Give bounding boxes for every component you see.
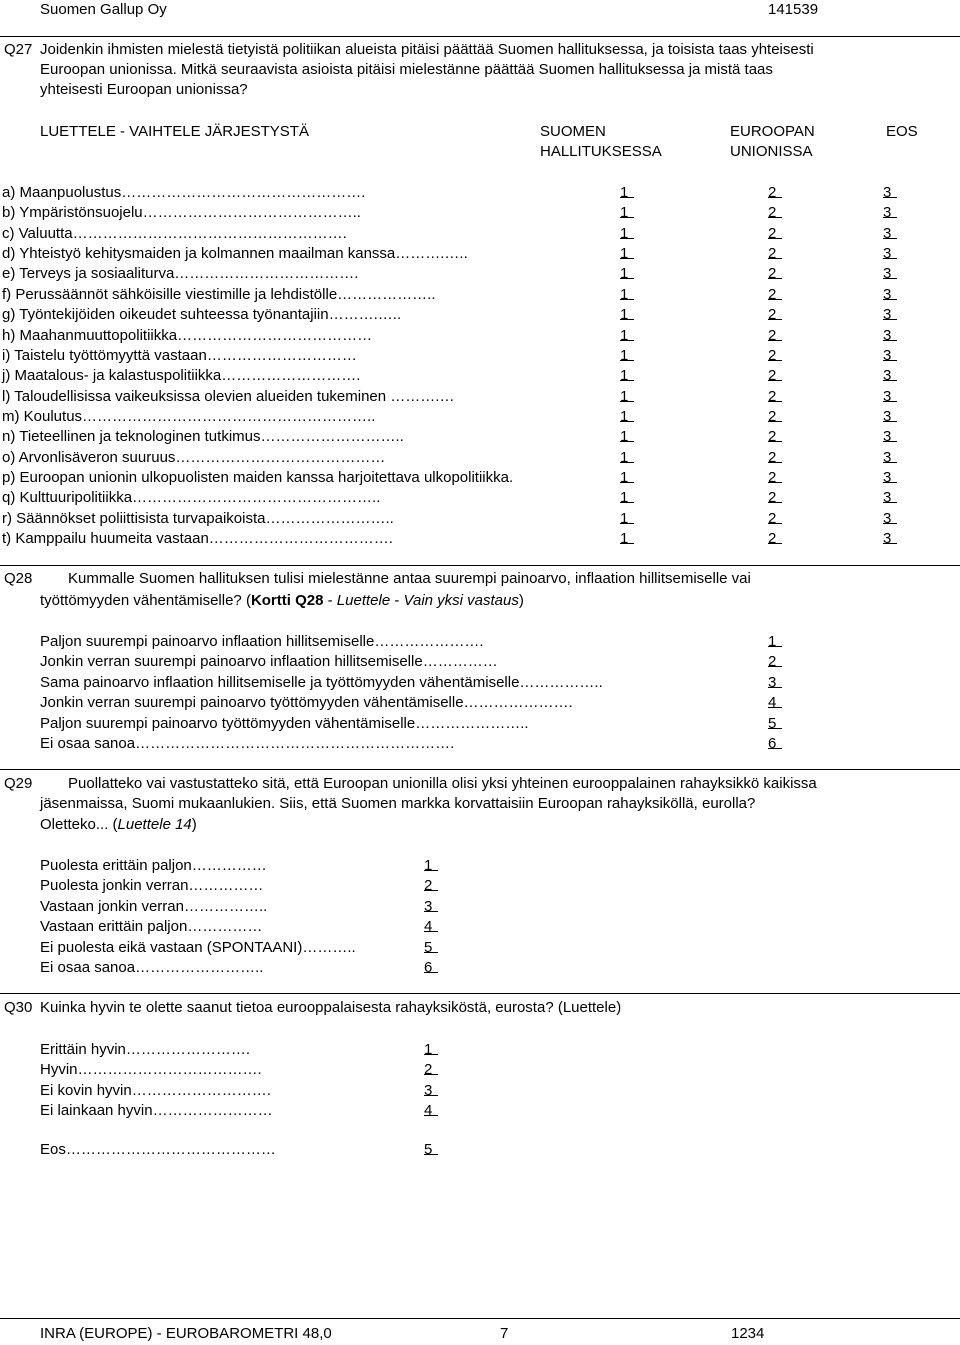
code-value: 1 bbox=[424, 857, 433, 874]
document-number: 141539 bbox=[768, 1, 819, 18]
item-label: b) Ympäristönsuojelu…………………………………….. bbox=[2, 204, 361, 222]
option-label: Ei kovin hyvin………………………. bbox=[40, 1081, 271, 1099]
code-value: 3 bbox=[883, 428, 892, 446]
code-value: 2 bbox=[768, 204, 777, 222]
option-row bbox=[0, 897, 960, 917]
code-value: 3 bbox=[883, 468, 892, 486]
option-label: Jonkin verran suurempi painoarvo työttömyyden vähentämiselle…………………. bbox=[40, 694, 573, 712]
option-row bbox=[0, 734, 960, 754]
option-label: Puolesta erittäin paljon…………… bbox=[40, 857, 267, 874]
code-value: 2 bbox=[768, 224, 777, 242]
code-value: 3 bbox=[883, 367, 892, 385]
code-value: 2 bbox=[768, 326, 777, 344]
column-header-eos: EOS bbox=[886, 123, 918, 140]
code-value: 2 bbox=[768, 468, 777, 486]
question-id: Q29 bbox=[4, 775, 33, 792]
code-value: 5 bbox=[424, 1141, 433, 1158]
column-header-euroopan: EUROOPAN bbox=[730, 123, 815, 140]
option-row bbox=[0, 1140, 960, 1160]
question-text-part: Oletteko... ( bbox=[40, 816, 118, 833]
item-label: g) Työntekijöiden oikeudet suhteessa työnantajiin……….….. bbox=[2, 306, 402, 324]
code-value: 5 bbox=[424, 938, 433, 956]
item-label: t) Kamppailu huumeita vastaan………………………………. bbox=[2, 530, 393, 547]
table-row bbox=[0, 407, 960, 427]
option-label: Paljon suurempi painoarvo inflaation hillitsemiselle…………………. bbox=[40, 633, 484, 650]
item-label: h) Maahanmuuttopolitiikka………………………………… bbox=[2, 326, 373, 344]
option-label: Ei puolesta eikä vastaan (SPONTAANI)……….. bbox=[40, 938, 356, 956]
code-value: 2 bbox=[768, 448, 777, 466]
column-header-hallituksessa: HALLITUKSESSA bbox=[540, 143, 662, 160]
table-row bbox=[0, 203, 960, 223]
code-value: 1 bbox=[620, 265, 629, 283]
option-row bbox=[0, 1040, 960, 1060]
code-value: 1 bbox=[620, 468, 629, 486]
item-label: p) Euroopan unionin ulkopuolisten maiden kanssa harjoitettava ulkopolitiikka. bbox=[2, 468, 514, 486]
code-value: 2 bbox=[424, 1061, 433, 1079]
option-row bbox=[0, 1081, 960, 1101]
divider bbox=[0, 993, 960, 994]
instruction-read: Luettele bbox=[336, 592, 391, 609]
item-label: r) Säännökset poliittisista turvapaikoista…………………….. bbox=[2, 509, 394, 527]
code-value: 3 bbox=[424, 1081, 433, 1099]
company-name: Suomen Gallup Oy bbox=[40, 1, 167, 18]
option-label: Erittäin hyvin……………………. bbox=[40, 1041, 251, 1058]
code-value: 3 bbox=[883, 265, 892, 283]
question-text: yhteisesti Euroopan unionissa? bbox=[40, 81, 248, 98]
code-value: 3 bbox=[883, 448, 892, 466]
code-value: 1 bbox=[620, 285, 629, 303]
option-label: Paljon suurempi painoarvo työttömyyden vähentämiselle………………….. bbox=[40, 714, 529, 732]
table-row bbox=[0, 468, 960, 488]
table-row bbox=[0, 529, 960, 549]
separator: - bbox=[323, 592, 337, 609]
code-value: 1 bbox=[620, 306, 629, 324]
item-label: a) Maanpuolustus…………………………………………. bbox=[2, 184, 366, 201]
table-row bbox=[0, 264, 960, 284]
code-value: 2 bbox=[768, 306, 777, 324]
item-label: c) Valuutta………………………………………………. bbox=[2, 224, 347, 242]
code-value: 4 bbox=[424, 918, 433, 936]
option-row bbox=[0, 1060, 960, 1080]
code-value: 3 bbox=[883, 204, 892, 222]
item-label: e) Terveys ja sosiaaliturva………………………………. bbox=[2, 265, 359, 283]
code-value: 1 bbox=[620, 184, 629, 201]
question-text: Joidenkin ihmisten mielestä tietyistä politiikan alueista pitäisi päättää Suomen hallituksessa, ja toisista taas yhteisesti bbox=[40, 41, 814, 58]
code-value: 3 bbox=[883, 509, 892, 527]
code-value: 2 bbox=[768, 387, 777, 405]
column-header-unionissa: UNIONISSA bbox=[730, 143, 813, 160]
footer-survey: INRA (EUROPE) - EUROBAROMETRI 48,0 bbox=[40, 1325, 332, 1342]
option-row bbox=[0, 856, 960, 876]
code-value: 2 bbox=[768, 245, 777, 263]
code-value: 1 bbox=[620, 245, 629, 263]
code-value: 6 bbox=[424, 959, 433, 976]
item-label: j) Maatalous- ja kalastuspolitiikka………………………. bbox=[2, 367, 361, 385]
divider bbox=[0, 565, 960, 566]
divider bbox=[0, 36, 960, 37]
code-value: 1 bbox=[424, 1041, 433, 1058]
question-id: Q27 bbox=[4, 41, 33, 58]
footer-code: 1234 bbox=[731, 1325, 765, 1342]
table-row bbox=[0, 326, 960, 346]
question-text: Puollatteko vai vastustatteko sitä, että Euroopan unionilla olisi yksi yhteinen eurooppalainen rahayksikkö kaikissa bbox=[68, 775, 817, 792]
table-row bbox=[0, 366, 960, 386]
code-value: 1 bbox=[620, 428, 629, 446]
code-value: 1 bbox=[768, 633, 777, 650]
table-row bbox=[0, 448, 960, 468]
table-row bbox=[0, 244, 960, 264]
option-row bbox=[0, 693, 960, 713]
question-text bbox=[40, 591, 524, 611]
code-value: 1 bbox=[620, 407, 629, 425]
code-value: 2 bbox=[768, 428, 777, 446]
option-label: Jonkin verran suurempi painoarvo inflaation hillitsemiselle…………… bbox=[40, 653, 498, 671]
code-value: 2 bbox=[768, 184, 777, 201]
option-row bbox=[0, 714, 960, 734]
table-row bbox=[0, 183, 960, 203]
code-value: 3 bbox=[883, 285, 892, 303]
item-label: d) Yhteistyö kehitysmaiden ja kolmannen maailman kanssa……….….. bbox=[2, 245, 468, 263]
table-row bbox=[0, 224, 960, 244]
table-row bbox=[0, 285, 960, 305]
table-row bbox=[0, 387, 960, 407]
item-label: l) Taloudellisissa vaikeuksissa olevien alueiden tukeminen ……….… bbox=[2, 387, 455, 405]
code-value: 2 bbox=[768, 407, 777, 425]
option-row bbox=[0, 958, 960, 978]
option-label: Ei osaa sanoa………………………………………………………. bbox=[40, 735, 455, 752]
code-value: 3 bbox=[424, 897, 433, 915]
option-row bbox=[0, 652, 960, 672]
option-row bbox=[0, 632, 960, 652]
option-row bbox=[0, 876, 960, 896]
code-value: 2 bbox=[768, 530, 777, 547]
code-value: 3 bbox=[883, 387, 892, 405]
item-label: q) Kulttuuripolitiikka………………………………………….. bbox=[2, 489, 381, 507]
code-value: 3 bbox=[883, 346, 892, 364]
question-id: Q28 bbox=[4, 570, 33, 587]
footer-page-number: 7 bbox=[500, 1325, 509, 1342]
option-row bbox=[0, 938, 960, 958]
option-label: Ei osaa sanoa…………………….. bbox=[40, 959, 264, 976]
code-value: 1 bbox=[620, 367, 629, 385]
code-value: 3 bbox=[883, 306, 892, 324]
option-label: Puolesta jonkin verran…………… bbox=[40, 877, 264, 895]
divider bbox=[0, 1318, 960, 1319]
code-value: 3 bbox=[768, 673, 777, 691]
code-value: 2 bbox=[768, 367, 777, 385]
option-label: Vastaan erittäin paljon…………… bbox=[40, 918, 263, 936]
option-label: Vastaan jonkin verran…………….. bbox=[40, 897, 268, 915]
code-value: 3 bbox=[883, 184, 892, 201]
item-label: o) Arvonlisäveron suuruus…………………………………… bbox=[2, 448, 386, 466]
option-label: Hyvin………………………………. bbox=[40, 1061, 262, 1079]
option-row bbox=[0, 673, 960, 693]
code-value: 2 bbox=[424, 877, 433, 895]
instruction-read: Luettele 14 bbox=[117, 816, 192, 833]
item-label: n) Tieteellinen ja teknologinen tutkimus……………………….. bbox=[2, 428, 404, 446]
code-value: 3 bbox=[883, 326, 892, 344]
item-label: f) Perussäännöt sähköisille viestimille ja lehdistölle……………….. bbox=[2, 285, 436, 303]
table-row bbox=[0, 427, 960, 447]
closing-paren: ) bbox=[518, 592, 524, 609]
code-value: 3 bbox=[883, 224, 892, 242]
code-value: 1 bbox=[620, 509, 629, 527]
code-value: 3 bbox=[883, 489, 892, 507]
code-value: 1 bbox=[620, 489, 629, 507]
code-value: 6 bbox=[768, 735, 777, 752]
closing-paren: ) bbox=[191, 816, 197, 833]
question-id: Q30 bbox=[4, 999, 33, 1016]
code-value: 4 bbox=[768, 694, 777, 712]
question-text: jäsenmaissa, Suomi mukaanlukien. Siis, että Suomen markka korvattaisiin Euroopan rahayksiköllä, eurolla? bbox=[40, 795, 756, 812]
code-value: 1 bbox=[620, 326, 629, 344]
question-text: Kummalle Suomen hallituksen tulisi mielestänne antaa suurempi painoarvo, inflaation hillitsemiselle vai bbox=[68, 570, 751, 587]
code-value: 1 bbox=[620, 387, 629, 405]
card-reference: Kortti Q28 bbox=[250, 592, 324, 609]
question-text-part: työttömyyden vähentämiselle? ( bbox=[40, 592, 251, 609]
code-value: 2 bbox=[768, 285, 777, 303]
table-row bbox=[0, 488, 960, 508]
table-row bbox=[0, 509, 960, 529]
code-value: 2 bbox=[768, 509, 777, 527]
table-row bbox=[0, 305, 960, 325]
option-row bbox=[0, 917, 960, 937]
code-value: 3 bbox=[883, 245, 892, 263]
code-value: 3 bbox=[883, 407, 892, 425]
item-label: i) Taistelu työttömyyttä vastaan………………………… bbox=[2, 346, 357, 364]
table-row bbox=[0, 346, 960, 366]
code-value: 4 bbox=[424, 1102, 433, 1120]
interviewer-instruction: LUETTELE - VAIHTELE JÄRJESTYSTÄ bbox=[40, 123, 309, 140]
item-label: m) Koulutus………………………………………………….. bbox=[2, 407, 376, 425]
instruction-one-answer: Vain yksi vastaus bbox=[403, 592, 519, 609]
option-label: Eos…………………………………… bbox=[40, 1141, 276, 1158]
code-value: 2 bbox=[768, 653, 777, 671]
question-text: Euroopan unionissa. Mitkä seuraavista asioista pitäisi mielestänne päättää Suomen hallituksessa ja mistä taas bbox=[40, 61, 773, 78]
code-value: 3 bbox=[883, 530, 892, 547]
code-value: 1 bbox=[620, 530, 629, 547]
question-text: Kuinka hyvin te olette saanut tietoa eurooppalaisesta rahayksiköstä, eurosta? (Luettele) bbox=[40, 999, 622, 1016]
code-value: 5 bbox=[768, 714, 777, 732]
code-value: 1 bbox=[620, 448, 629, 466]
question-text bbox=[40, 815, 197, 835]
divider bbox=[0, 769, 960, 770]
code-value: 2 bbox=[768, 489, 777, 507]
option-label: Sama painoarvo inflaation hillitsemiselle ja työttömyyden vähentämiselle…………….. bbox=[40, 673, 603, 691]
separator: - bbox=[390, 592, 404, 609]
column-header-suomen: SUOMEN bbox=[540, 123, 606, 140]
code-value: 2 bbox=[768, 346, 777, 364]
code-value: 2 bbox=[768, 265, 777, 283]
code-value: 1 bbox=[620, 224, 629, 242]
code-value: 1 bbox=[620, 346, 629, 364]
code-value: 1 bbox=[620, 204, 629, 222]
option-label: Ei lainkaan hyvin…………………… bbox=[40, 1102, 273, 1120]
option-row bbox=[0, 1101, 960, 1121]
